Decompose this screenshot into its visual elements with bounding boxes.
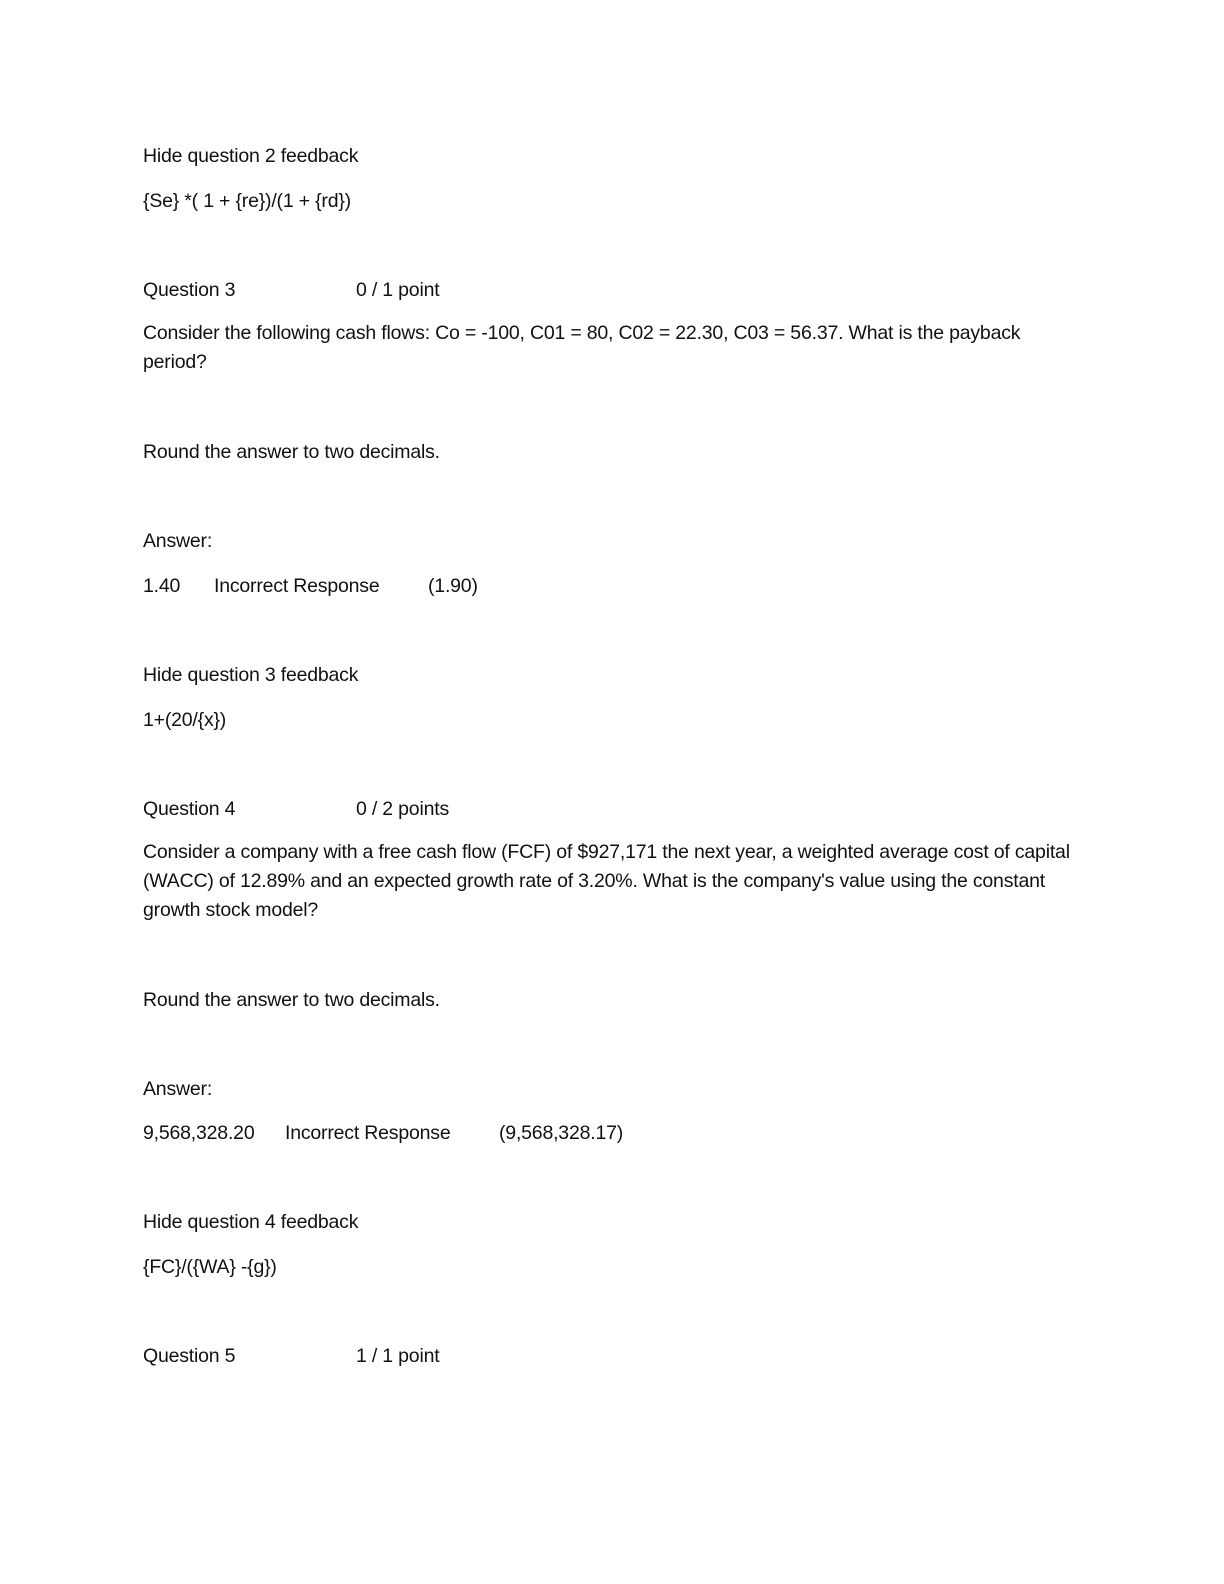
question-3-title: Question 3	[143, 279, 236, 301]
question-3-instruction: Round the answer to two decimals.	[143, 441, 440, 463]
question-4-prompt: Consider a company with a free cash flow (FCF) of $927,171 the next year, a weighted average cost of capital (WACC) of 12.89% and an expected growth rate of 3.20%. What is the company's value using the constant growth stock model?	[143, 841, 1070, 921]
question-3-answer-value: 1.40	[143, 575, 181, 597]
question-5-points: 1 / 1 point	[356, 1345, 440, 1367]
question-4-correct-answer: (9,568,328.17)	[499, 1122, 624, 1144]
question-5-header	[0, 1344, 1224, 1368]
question-3-answer-label: Answer:	[143, 530, 213, 552]
question-3-prompt: Consider the following cash flows: Co = -100, C01 = 80, C02 = 22.30, C03 = 56.37. What is the payback period?	[143, 322, 1021, 373]
question-5-title: Question 5	[143, 1345, 236, 1367]
question-4-title: Question 4	[143, 798, 236, 820]
question-3-header	[0, 278, 1224, 302]
question-4-answer-label: Answer:	[143, 1078, 213, 1100]
question-4-answer-row	[0, 1121, 1224, 1145]
question-4-feedback-formula: {FC}/({WA} -{g})	[143, 1256, 277, 1278]
hide-question-3-feedback-link[interactable]: Hide question 3 feedback	[143, 664, 359, 686]
question-3-result-status: Incorrect Response	[214, 575, 380, 597]
question-3-correct-answer: (1.90)	[428, 575, 478, 597]
question-4-answer-value: 9,568,328.20	[143, 1122, 255, 1144]
question-4-instruction: Round the answer to two decimals.	[143, 989, 440, 1011]
hide-question-4-feedback-link[interactable]: Hide question 4 feedback	[143, 1211, 359, 1233]
question-4-points: 0 / 2 points	[356, 798, 449, 820]
hide-question-2-feedback-link[interactable]: Hide question 2 feedback	[143, 145, 359, 167]
question-3-answer-row	[0, 574, 1224, 598]
question-4-header	[0, 797, 1224, 821]
question-3-feedback-formula: 1+(20/{x})	[143, 709, 227, 731]
question-3-points: 0 / 1 point	[356, 279, 440, 301]
question-4-result-status: Incorrect Response	[285, 1122, 451, 1144]
question-2-feedback-formula: {Se} *( 1 + {re})/(1 + {rd})	[143, 190, 351, 212]
